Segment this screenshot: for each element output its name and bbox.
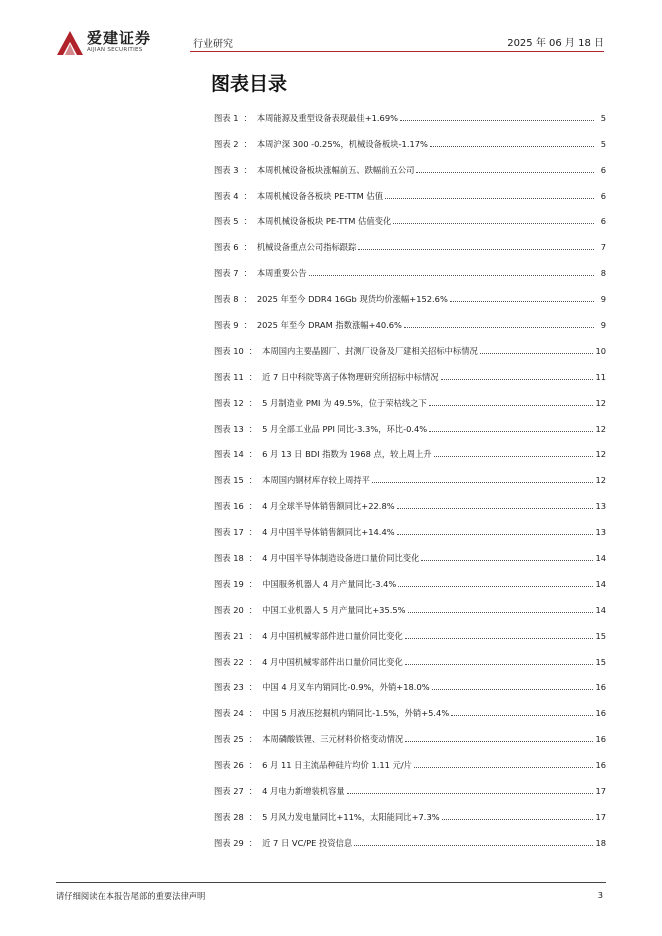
dot-leader (404, 327, 594, 328)
page-number: 3 (597, 890, 603, 900)
dot-leader (398, 586, 593, 587)
label-separator: ： (243, 294, 252, 305)
figure-page-number: 11 (595, 371, 606, 382)
label-separator: ： (243, 112, 252, 123)
dot-leader (434, 456, 594, 457)
figure-label: 图表 21 (214, 630, 244, 641)
label-separator: ： (243, 268, 252, 279)
label-separator: ： (248, 371, 258, 382)
figure-page-number: 12 (595, 475, 606, 486)
dot-leader (400, 120, 594, 121)
legal-notice: 请仔细阅读在本报告尾部的重要法律声明 (56, 891, 206, 901)
page-header (0, 0, 662, 60)
dot-leader (451, 715, 593, 716)
toc-entry[interactable] (214, 823, 606, 849)
dot-leader (397, 508, 594, 509)
figure-page-number: 7 (600, 242, 606, 253)
label-separator: ： (248, 449, 258, 460)
toc-entry[interactable] (214, 642, 606, 668)
figure-title: 4 月中国半导体销售额同比+14.4% (262, 527, 395, 538)
figure-label: 图表 4 (214, 190, 239, 201)
label-separator: ： (243, 242, 252, 253)
toc-entry[interactable] (214, 486, 606, 512)
header-divider (190, 51, 604, 52)
toc-entry[interactable] (214, 331, 606, 357)
dot-leader (393, 223, 594, 224)
figure-title: 本周能源及重型设备表现最佳+1.69% (256, 112, 398, 123)
figure-label: 图表 9 (214, 320, 239, 331)
toc-entry[interactable] (214, 305, 606, 331)
dot-leader (430, 146, 594, 147)
report-category: 行业研究 (193, 39, 233, 50)
toc-entry[interactable] (214, 719, 606, 745)
toc-entry[interactable] (214, 564, 606, 590)
figure-title: 2025 年至今 DDR4 16Gb 现货均价涨幅+152.6% (256, 294, 448, 305)
figure-title: 2025 年至今 DRAM 指数涨幅+40.6% (256, 320, 402, 331)
label-separator: ： (248, 475, 258, 486)
dot-leader (441, 379, 594, 380)
toc-entry[interactable] (214, 253, 606, 279)
figure-title: 6 月 13 日 BDI 指数为 1968 点，较上周上升 (262, 449, 432, 460)
figure-title: 5 月全部工业品 PPI 同比-3.3%，环比-0.4% (262, 423, 428, 434)
figure-page-number: 16 (595, 760, 606, 771)
label-separator: ： (248, 604, 258, 615)
figure-page-number: 15 (595, 656, 606, 667)
figure-label: 图表 23 (214, 682, 244, 693)
figure-page-number: 16 (595, 734, 606, 745)
toc-entry[interactable] (214, 460, 606, 486)
figure-page-number: 15 (595, 630, 606, 641)
dot-leader (429, 431, 593, 432)
label-separator: ： (243, 164, 252, 175)
figure-page-number: 12 (595, 423, 606, 434)
figure-label: 图表 3 (214, 164, 239, 175)
toc-entry[interactable] (214, 150, 606, 176)
figure-title: 4 月中国机械零部件出口量价同比变化 (262, 656, 403, 667)
toc-entry[interactable] (214, 693, 606, 719)
figure-page-number: 8 (600, 268, 606, 279)
figure-page-number: 16 (595, 708, 606, 719)
figure-title: 6 月 11 日主流品种硅片均价 1.11 元/片 (262, 760, 412, 771)
label-separator: ： (248, 553, 258, 564)
dot-leader (421, 560, 593, 561)
figure-page-number: 18 (595, 837, 606, 848)
figure-label: 图表 2 (214, 138, 239, 149)
figure-label: 图表 22 (214, 656, 244, 667)
dot-leader (309, 275, 594, 276)
label-separator: ： (248, 501, 258, 512)
label-separator: ： (248, 760, 258, 771)
figure-label: 图表 17 (214, 527, 244, 538)
toc-entry[interactable] (214, 357, 606, 383)
figure-label: 图表 8 (214, 294, 239, 305)
label-separator: ： (248, 578, 258, 589)
dot-leader (450, 301, 594, 302)
figure-title: 4 月中国机械零部件进口量价同比变化 (262, 630, 403, 641)
figure-title: 本周重要公告 (256, 268, 307, 279)
figure-title: 4 月中国半导体制造设备进口量价同比变化 (262, 553, 420, 564)
figure-page-number: 6 (600, 190, 606, 201)
figure-label: 图表 24 (214, 708, 244, 719)
figure-label: 图表 29 (214, 837, 244, 848)
figure-label: 图表 28 (214, 811, 244, 822)
figure-label: 图表 6 (214, 242, 239, 253)
toc-entry[interactable] (214, 124, 606, 150)
label-separator: ： (248, 682, 258, 693)
label-separator: ： (248, 708, 258, 719)
figure-label: 图表 7 (214, 268, 239, 279)
figure-title: 本周磷酸铁锂、三元材料价格变动情况 (262, 734, 404, 745)
label-separator: ： (248, 423, 258, 434)
figure-title: 中国服务机器人 4 月产量同比-3.4% (262, 578, 397, 589)
figure-title: 本周沪深 300 -0.25%，机械设备板块-1.17% (256, 138, 428, 149)
figure-page-number: 10 (595, 345, 606, 356)
toc-entry[interactable] (214, 512, 606, 538)
figure-label: 图表 11 (214, 371, 244, 382)
label-separator: ： (243, 138, 252, 149)
logo-text-cn: 爱建证券 (87, 29, 152, 47)
logo-mark-icon (56, 30, 84, 56)
dot-leader (408, 612, 594, 613)
figure-page-number: 13 (595, 501, 606, 512)
toc-entry[interactable] (214, 176, 606, 202)
toc-entry[interactable] (214, 383, 606, 409)
label-separator: ： (243, 190, 252, 201)
dot-leader (405, 638, 594, 639)
figure-label: 图表 15 (214, 475, 244, 486)
label-separator: ： (243, 320, 252, 331)
logo-text-en: AIJIAN SECURITIES (87, 47, 143, 53)
dot-leader (397, 534, 594, 535)
toc-entry[interactable] (214, 202, 606, 228)
label-separator: ： (248, 837, 258, 848)
figure-label: 图表 5 (214, 216, 239, 227)
dot-leader (414, 767, 593, 768)
figure-page-number: 12 (595, 397, 606, 408)
figure-label: 图表 26 (214, 760, 244, 771)
figure-page-number: 5 (600, 112, 606, 123)
label-separator: ： (248, 345, 258, 356)
label-separator: ： (248, 734, 258, 745)
label-separator: ： (248, 811, 258, 822)
figure-title: 中国工业机器人 5 月产量同比+35.5% (262, 604, 406, 615)
figure-title: 中国 5 月液压挖掘机内销同比-1.5%，外销+5.4% (262, 708, 450, 719)
figure-label: 图表 10 (214, 345, 244, 356)
toc-entry[interactable] (214, 590, 606, 616)
figure-title: 中国 4 月叉车内销同比-0.9%，外销+18.0% (262, 682, 430, 693)
figure-title: 本周国内主要晶圆厂、封测厂设备及厂建相关招标中标情况 (262, 345, 478, 356)
figure-list (214, 98, 606, 849)
figure-label: 图表 13 (214, 423, 244, 434)
company-logo (56, 30, 176, 56)
label-separator: ： (248, 527, 258, 538)
toc-entry[interactable] (214, 538, 606, 564)
label-separator: ： (248, 656, 258, 667)
figure-page-number: 12 (595, 449, 606, 460)
figure-label: 图表 12 (214, 397, 244, 408)
dot-leader (385, 198, 594, 199)
figure-title: 本周机械设备各板块 PE-TTM 估值 (256, 190, 383, 201)
toc-entry[interactable] (214, 745, 606, 771)
figure-page-number: 13 (595, 527, 606, 538)
figure-label: 图表 25 (214, 734, 244, 745)
dot-leader (358, 249, 594, 250)
toc-entry[interactable] (214, 279, 606, 305)
figure-title: 本周机械设备板块涨幅前五、跌幅前五公司 (256, 164, 415, 175)
toc-entry[interactable] (214, 227, 606, 253)
toc-entry[interactable] (214, 616, 606, 642)
page-title: 图表目录 (211, 73, 288, 95)
figure-label: 图表 1 (214, 112, 239, 123)
figure-label: 图表 14 (214, 449, 244, 460)
dot-leader (347, 793, 594, 794)
figure-page-number: 14 (595, 578, 606, 589)
figure-page-number: 17 (595, 786, 606, 797)
figure-page-number: 17 (595, 811, 606, 822)
figure-page-number: 9 (600, 294, 606, 305)
figure-label: 图表 18 (214, 553, 244, 564)
figure-title: 近 7 日 VC/PE 投资信息 (262, 837, 353, 848)
toc-entry[interactable] (214, 797, 606, 823)
dot-leader (354, 845, 593, 846)
dot-leader (416, 172, 594, 173)
label-separator: ： (248, 786, 258, 797)
figure-title: 5 月制造业 PMI 为 49.5%，位于荣枯线之下 (262, 397, 427, 408)
figure-page-number: 14 (595, 604, 606, 615)
figure-page-number: 6 (600, 164, 606, 175)
toc-entry[interactable] (214, 98, 606, 124)
label-separator: ： (243, 216, 252, 227)
toc-entry[interactable] (214, 435, 606, 461)
dot-leader (405, 741, 593, 742)
figure-title: 4 月全球半导体销售额同比+22.8% (262, 501, 395, 512)
dot-leader (480, 353, 594, 354)
label-separator: ： (248, 630, 258, 641)
figure-title: 近 7 日中科院等离子体物理研究所招标中标情况 (262, 371, 439, 382)
figure-title: 4 月电力新增装机容量 (262, 786, 345, 797)
figure-page-number: 14 (595, 553, 606, 564)
figure-page-number: 16 (595, 682, 606, 693)
dot-leader (442, 819, 594, 820)
report-date: 2025 年 06 月 18 日 (507, 38, 604, 49)
figure-page-number: 9 (600, 320, 606, 331)
figure-page-number: 6 (600, 216, 606, 227)
figure-label: 图表 16 (214, 501, 244, 512)
toc-entry[interactable] (214, 409, 606, 435)
dot-leader (405, 664, 594, 665)
figure-label: 图表 20 (214, 604, 244, 615)
figure-label: 图表 19 (214, 578, 244, 589)
figure-title: 本周国内钢材库存较上周持平 (262, 475, 370, 486)
figure-title: 机械设备重点公司指标跟踪 (256, 242, 357, 253)
toc-entry[interactable] (214, 771, 606, 797)
label-separator: ： (248, 397, 258, 408)
dot-leader (429, 405, 594, 406)
figure-title: 5 月风力发电量同比+11%，太阳能同比+7.3% (262, 811, 440, 822)
dot-leader (432, 689, 594, 690)
figure-title: 本周机械设备板块 PE-TTM 估值变化 (256, 216, 392, 227)
dot-leader (372, 482, 593, 483)
figure-page-number: 5 (600, 138, 606, 149)
footer-divider (56, 882, 606, 883)
toc-entry[interactable] (214, 668, 606, 694)
figure-label: 图表 27 (214, 786, 244, 797)
